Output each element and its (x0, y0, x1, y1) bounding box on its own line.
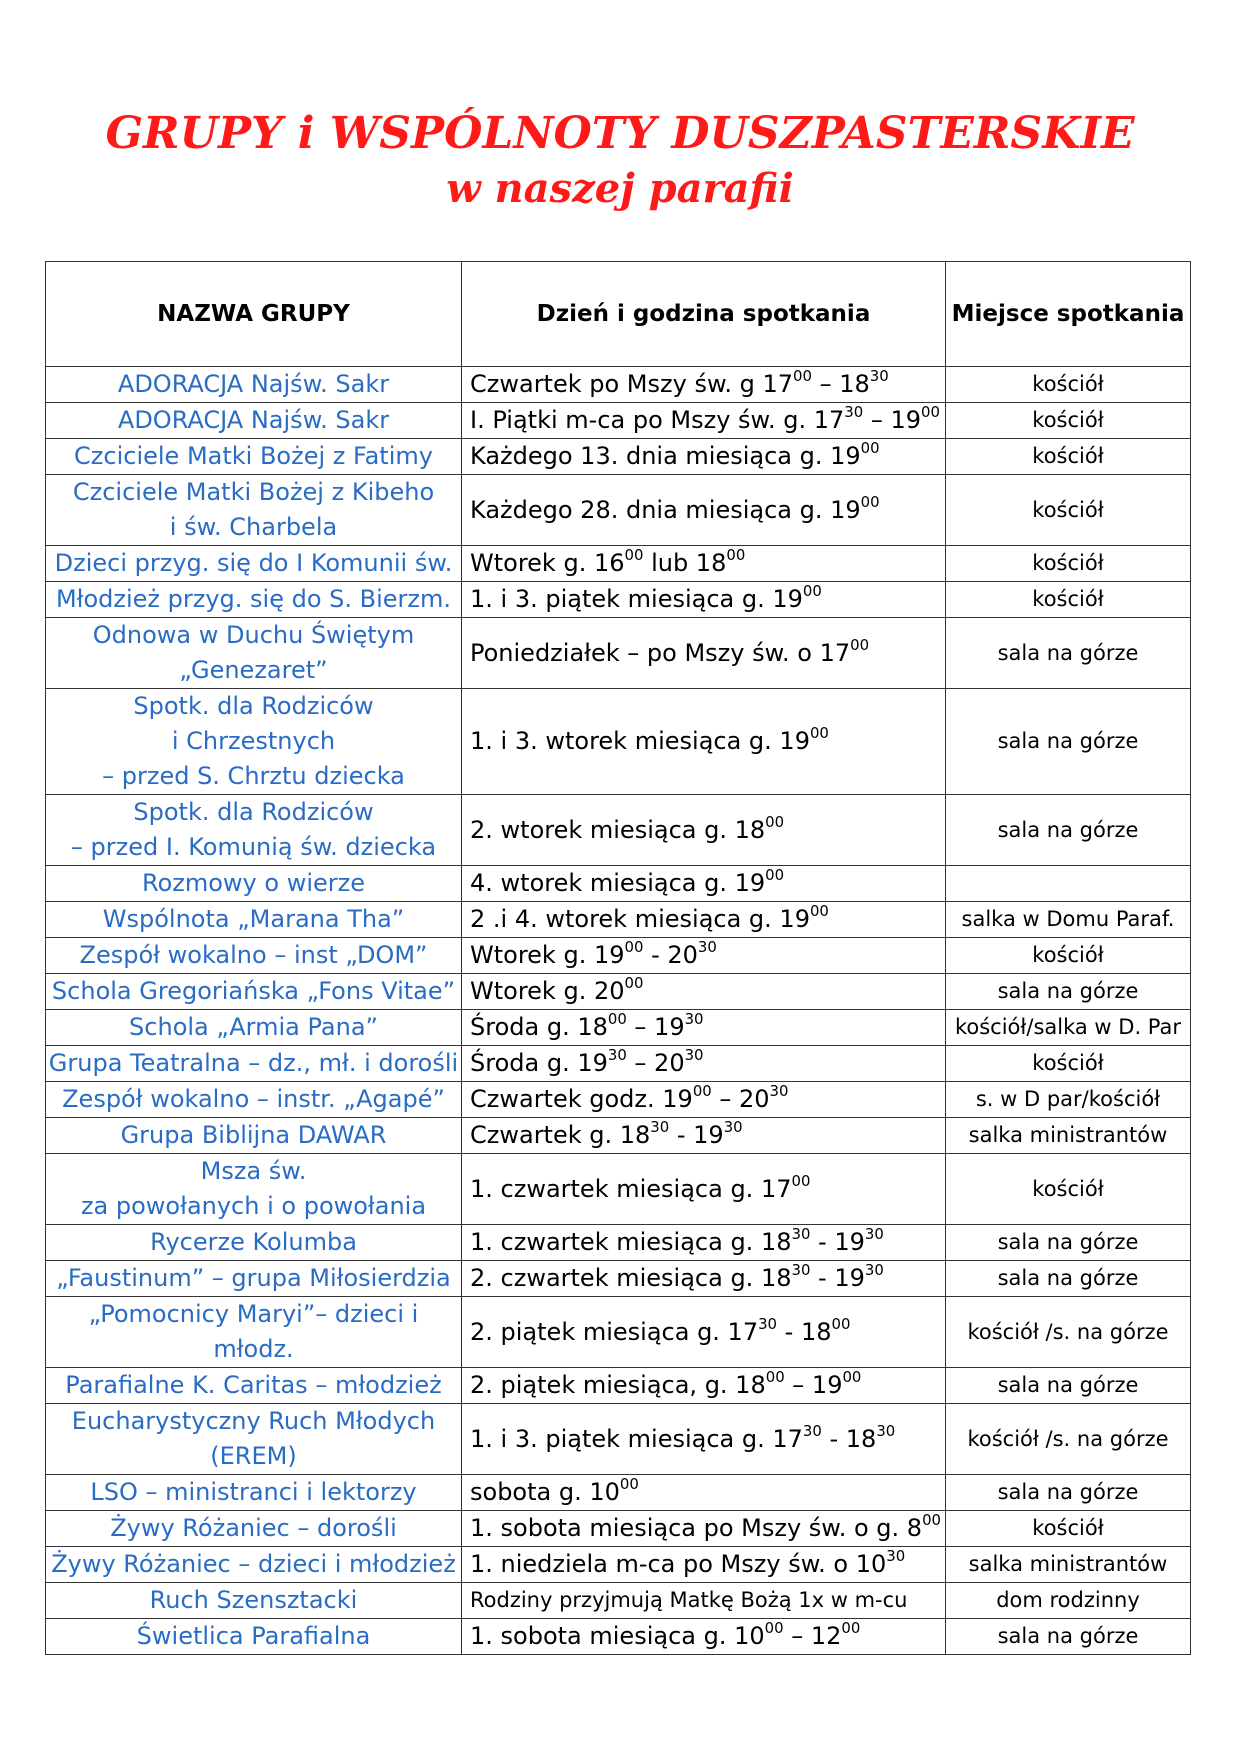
time-text: 1. sobota miesiąca g. 10 (470, 1622, 765, 1650)
meeting-time-cell (462, 1547, 946, 1583)
meeting-place-cell: kościół (946, 403, 1191, 439)
group-name-cell (46, 1583, 462, 1619)
meeting-time-cell (462, 1154, 946, 1225)
time-text: – 20 (626, 1049, 685, 1077)
table-row (46, 582, 1191, 618)
meeting-time-cell (462, 1368, 946, 1404)
time-minutes: 30 (697, 937, 717, 956)
time-minutes: 00 (765, 1367, 785, 1386)
group-name-cell (46, 689, 462, 795)
group-name-cell (46, 403, 462, 439)
group-name-cell (46, 1082, 462, 1118)
time-text: lub 18 (643, 549, 727, 577)
time-minutes: 00 (842, 1367, 862, 1386)
table-row (46, 974, 1191, 1010)
time-text: 2. piątek miesiąca, g. 18 (470, 1371, 766, 1399)
group-name-cell (46, 1261, 462, 1297)
meeting-place-cell: sala na górze (946, 618, 1191, 689)
time-text: - 18 (821, 1424, 877, 1453)
table-row (46, 618, 1191, 689)
meeting-time-cell (462, 1475, 946, 1511)
meeting-place-cell: sala na górze (946, 1225, 1191, 1261)
meeting-time-cell (462, 1297, 946, 1368)
group-name-cell (46, 1368, 462, 1404)
time-minutes: 00 (802, 581, 822, 600)
time-minutes: 00 (765, 865, 785, 884)
time-minutes: 00 (624, 545, 644, 564)
time-minutes: 00 (765, 812, 785, 831)
meeting-place-cell: kościół (946, 367, 1191, 403)
table-row (46, 1547, 1191, 1583)
time-minutes: 00 (793, 366, 812, 385)
group-name-cell (46, 439, 462, 475)
group-name-cell (46, 974, 462, 1010)
group-name-cell (46, 1225, 462, 1261)
meeting-time-cell (462, 902, 946, 938)
time-text: 1. czwartek miesiąca g. 17 (470, 1174, 792, 1203)
time-minutes: 30 (769, 1081, 789, 1100)
meeting-place-cell: kościół (946, 475, 1191, 546)
time-minutes: 30 (864, 1224, 884, 1243)
group-name-line: Żywy Różaniec – dzieci i młodzież (51, 1550, 456, 1578)
time-text: Czwartek g. 18 (470, 1121, 651, 1149)
group-name-cell (46, 475, 462, 546)
table-row (46, 1118, 1191, 1154)
header-meeting-time: Dzień i godzina spotkania (462, 262, 946, 367)
page-subtitle: w naszej parafii (446, 165, 794, 212)
group-name-cell (46, 938, 462, 974)
group-name-cell (46, 1475, 462, 1511)
meeting-time-cell (462, 974, 946, 1010)
time-text: – 18 (811, 370, 870, 398)
time-minutes: 00 (607, 1009, 627, 1028)
time-text: Czwartek po Mszy św. g 17 (470, 370, 794, 398)
group-name-line: ADORACJA Najśw. Sakr (117, 370, 390, 398)
group-name-line: Schola Gregoriańska „Fons Vitae” (51, 977, 456, 1005)
time-text: 2. piątek miesiąca g. 17 (470, 1317, 759, 1346)
group-name-cell (46, 1619, 462, 1655)
time-text: – 19 (863, 406, 921, 434)
group-name-line: (EREM) (210, 1442, 297, 1470)
meeting-time-cell (462, 1225, 946, 1261)
meeting-time-cell (462, 795, 946, 866)
time-minutes: 30 (684, 1009, 704, 1028)
time-text: Wtorek g. 19 (470, 941, 625, 969)
groups-table (45, 261, 1191, 1655)
time-minutes: 00 (860, 492, 880, 511)
table-row (46, 938, 1191, 974)
meeting-place-cell: sala na górze (946, 1475, 1191, 1511)
time-text: Rodziny przyjmują Matkę Bożą 1x w m-cu (470, 1588, 908, 1612)
time-text: 2. czwartek miesiąca g. 18 (470, 1264, 792, 1292)
meeting-place-cell: sala na górze (946, 1619, 1191, 1655)
meeting-place-cell: kościół /s. na górze (946, 1297, 1191, 1368)
group-name-line: Młodzież przyg. się do S. Bierzm. (55, 585, 452, 613)
time-text: 2 .i 4. wtorek miesiąca g. 19 (470, 905, 810, 933)
meeting-time-cell (462, 1619, 946, 1655)
meeting-time-cell (462, 403, 946, 439)
group-name-line: Grupa Biblijna DAWAR (120, 1121, 387, 1149)
time-minutes: 30 (802, 1421, 822, 1440)
group-name-line: Wspólnota „Marana Tha” (102, 905, 405, 933)
group-name-cell (46, 546, 462, 582)
time-text: 2. wtorek miesiąca g. 18 (470, 815, 766, 844)
group-name-cell (46, 367, 462, 403)
meeting-place-cell: kościół (946, 1511, 1191, 1547)
time-text: 1. i 3. wtorek miesiąca g. 19 (470, 727, 810, 755)
meeting-place-cell: kościół (946, 582, 1191, 618)
time-minutes: 00 (624, 973, 644, 992)
time-text: sobota g. 10 (470, 1478, 620, 1506)
time-text: – 12 (783, 1622, 842, 1650)
table-row (46, 1082, 1191, 1118)
meeting-time-cell (462, 689, 946, 795)
time-text: - 18 (777, 1317, 832, 1346)
time-text: Środa g. 18 (470, 1013, 608, 1041)
group-name-line: Grupa Teatralna – dz., mł. i dorośli (48, 1049, 459, 1077)
group-name-line: Czciciele Matki Bożej z Kibeho (72, 478, 435, 506)
time-minutes: 00 (809, 901, 829, 920)
time-text: I. Piątki m-ca po Mszy św. g. 17 (470, 406, 845, 434)
table-row (46, 367, 1191, 403)
table-row (46, 1475, 1191, 1511)
group-name-line: „Genezaret” (179, 656, 328, 684)
header-meeting-place: Miejsce spotkania (946, 262, 1191, 367)
meeting-time-cell (462, 582, 946, 618)
time-minutes: 00 (624, 937, 644, 956)
group-name-cell (46, 902, 462, 938)
group-name-line: i św. Charbela (169, 513, 338, 541)
table-header-row (46, 262, 1191, 367)
meeting-place-cell: sala na górze (946, 795, 1191, 866)
time-text: - 20 (643, 941, 698, 969)
group-name-cell (46, 1010, 462, 1046)
group-name-line: Spotk. dla Rodziców (133, 798, 374, 826)
meeting-place-cell: kościół (946, 1154, 1191, 1225)
time-text: Poniedziałek – po Mszy św. o 17 (470, 638, 851, 667)
meeting-time-cell (462, 866, 946, 902)
group-name-line: Ruch Szensztacki (149, 1586, 358, 1614)
time-text: Wtorek g. 20 (470, 977, 625, 1005)
table-row (46, 1154, 1191, 1225)
time-text: Wtorek g. 16 (470, 549, 625, 577)
meeting-place-cell: kościół/salka w D. Par (946, 1010, 1191, 1046)
time-minutes: 00 (920, 402, 940, 421)
group-name-line: Rycerze Kolumba (150, 1228, 357, 1256)
group-name-line: Eucharystyczny Ruch Młodych (71, 1407, 436, 1435)
meeting-place-cell: sala na górze (946, 1368, 1191, 1404)
time-minutes: 30 (684, 1045, 704, 1064)
meeting-place-cell: kościół (946, 439, 1191, 475)
time-minutes: 30 (758, 1314, 778, 1333)
group-name-line: Świetlica Parafialna (136, 1622, 371, 1650)
meeting-time-cell (462, 1404, 946, 1475)
time-minutes: 30 (650, 1117, 670, 1136)
table-row (46, 546, 1191, 582)
meeting-place-cell: salka ministrantów (946, 1547, 1191, 1583)
time-minutes: 30 (886, 1546, 906, 1565)
group-name-line: Odnowa w Duchu Świętym (92, 621, 415, 649)
table-row (46, 1297, 1191, 1368)
time-minutes: 30 (607, 1045, 627, 1064)
table-row (46, 1261, 1191, 1297)
time-minutes: 00 (791, 1171, 811, 1190)
table-row (46, 902, 1191, 938)
meeting-time-cell (462, 1118, 946, 1154)
group-name-line: za powołanych i o powołania (80, 1192, 427, 1220)
meeting-place-cell: kościół (946, 938, 1191, 974)
meeting-time-cell (462, 546, 946, 582)
group-name-line: Dzieci przyg. się do I Komunii św. (54, 549, 453, 577)
group-name-cell (46, 1297, 462, 1368)
meeting-time-cell (462, 938, 946, 974)
group-name-line: Zespół wokalno – instr. „Agapé” (62, 1085, 445, 1113)
time-minutes: 30 (791, 1224, 811, 1243)
time-text: 1. niedziela m-ca po Mszy św. o 10 (470, 1550, 887, 1578)
time-minutes: 00 (860, 438, 880, 457)
meeting-time-cell (462, 1010, 946, 1046)
time-text: – 19 (784, 1371, 843, 1399)
time-text: - 19 (810, 1228, 865, 1256)
page-title: GRUPY i WSPÓLNOTY DUSZPASTERSKIE (105, 108, 1135, 159)
header-group-name: NAZWA GRUPY (46, 262, 462, 367)
group-name-cell (46, 1046, 462, 1082)
group-name-cell (46, 1404, 462, 1475)
time-minutes: 30 (869, 366, 889, 385)
time-text: 1. sobota miesiąca po Mszy św. o g. 8 (470, 1514, 923, 1542)
time-minutes: 00 (726, 545, 746, 564)
meeting-place-cell: sala na górze (946, 1261, 1191, 1297)
meeting-time-cell (462, 475, 946, 546)
group-name-cell (46, 795, 462, 866)
meeting-place-cell: kościół (946, 1046, 1191, 1082)
time-minutes: 30 (791, 1260, 811, 1279)
table-row (46, 1511, 1191, 1547)
group-name-line: Msza św. (200, 1157, 307, 1185)
group-name-line: Parafialne K. Caritas – młodzież (65, 1371, 442, 1399)
time-minutes: 00 (809, 723, 829, 742)
table-row (46, 1368, 1191, 1404)
group-name-line: Spotk. dla Rodziców (133, 692, 374, 720)
meeting-time-cell (462, 1261, 946, 1297)
time-text: - 19 (669, 1121, 724, 1149)
meeting-time-cell (462, 1583, 946, 1619)
group-name-line: – przed S. Chrztu dziecka (102, 762, 405, 790)
time-text: 1. i 3. piątek miesiąca g. 19 (470, 585, 803, 613)
meeting-place-cell: s. w D par/kościół (946, 1082, 1191, 1118)
group-name-line: „Faustinum” – grupa Miłosierdzia (56, 1264, 451, 1292)
time-minutes: 00 (692, 1081, 712, 1100)
group-name-cell (46, 1118, 462, 1154)
time-text: Środa g. 19 (470, 1049, 608, 1077)
time-text: – 19 (626, 1013, 685, 1041)
group-name-line: LSO – ministranci i lektorzy (90, 1478, 417, 1506)
table-row (46, 1225, 1191, 1261)
meeting-time-cell (462, 367, 946, 403)
time-minutes: 30 (864, 1260, 884, 1279)
time-minutes: 00 (619, 1474, 639, 1493)
time-text: Czwartek godz. 19 (470, 1085, 693, 1113)
table-row (46, 1010, 1191, 1046)
meeting-place-cell: sala na górze (946, 974, 1191, 1010)
meeting-place-cell: sala na górze (946, 689, 1191, 795)
group-name-cell (46, 1511, 462, 1547)
table-row (46, 1404, 1191, 1475)
time-text: Każdego 13. dnia miesiąca g. 19 (470, 442, 861, 470)
meeting-place-cell: dom rodzinny (946, 1583, 1191, 1619)
meeting-time-cell (462, 1082, 946, 1118)
group-name-line: Zespół wokalno – inst „DOM” (79, 941, 428, 969)
group-name-line: Czciciele Matki Bożej z Fatimy (74, 442, 433, 470)
meeting-place-cell: kościół (946, 546, 1191, 582)
meeting-place-cell (946, 866, 1191, 902)
table-row (46, 1619, 1191, 1655)
meeting-place-cell: salka ministrantów (946, 1118, 1191, 1154)
table-row (46, 439, 1191, 475)
meeting-time-cell (462, 439, 946, 475)
group-name-line: ADORACJA Najśw. Sakr (117, 406, 390, 434)
meeting-time-cell (462, 618, 946, 689)
table-row (46, 866, 1191, 902)
time-text: Każdego 28. dnia miesiąca g. 19 (470, 495, 861, 524)
time-minutes: 00 (922, 1510, 941, 1529)
table-row (46, 689, 1191, 795)
group-name-cell (46, 1154, 462, 1225)
meeting-place-cell: kościół /s. na górze (946, 1404, 1191, 1475)
group-name-line: Schola „Armia Pana” (129, 1013, 378, 1041)
group-name-cell (46, 866, 462, 902)
time-minutes: 00 (831, 1314, 851, 1333)
time-minutes: 30 (876, 1421, 896, 1440)
meeting-time-cell (462, 1511, 946, 1547)
group-name-cell (46, 582, 462, 618)
time-text: - 19 (810, 1264, 865, 1292)
time-text: 4. wtorek miesiąca g. 19 (470, 869, 766, 897)
time-minutes: 30 (844, 402, 864, 421)
table-row (46, 795, 1191, 866)
group-name-cell (46, 1547, 462, 1583)
group-name-line: Żywy Różaniec – dorośli (110, 1514, 397, 1542)
time-minutes: 00 (764, 1618, 784, 1637)
table-row (46, 1583, 1191, 1619)
meeting-time-cell (462, 1046, 946, 1082)
meeting-place-cell: salka w Domu Paraf. (946, 902, 1191, 938)
group-name-cell (46, 618, 462, 689)
time-text: 1. czwartek miesiąca g. 18 (470, 1228, 792, 1256)
group-name-line: i Chrzestnych (171, 727, 336, 755)
group-name-line: „Pomocnicy Maryi”– dzieci i młodz. (88, 1300, 419, 1363)
group-name-line: – przed I. Komunią św. dziecka (70, 833, 437, 861)
table-row (46, 475, 1191, 546)
time-text: – 20 (711, 1085, 770, 1113)
time-minutes: 00 (841, 1618, 861, 1637)
group-name-line: Rozmowy o wierze (141, 869, 365, 897)
time-minutes: 30 (723, 1117, 743, 1136)
table-row (46, 403, 1191, 439)
time-minutes: 00 (850, 635, 870, 654)
table-row (46, 1046, 1191, 1082)
time-text: 1. i 3. piątek miesiąca g. 17 (470, 1424, 803, 1453)
